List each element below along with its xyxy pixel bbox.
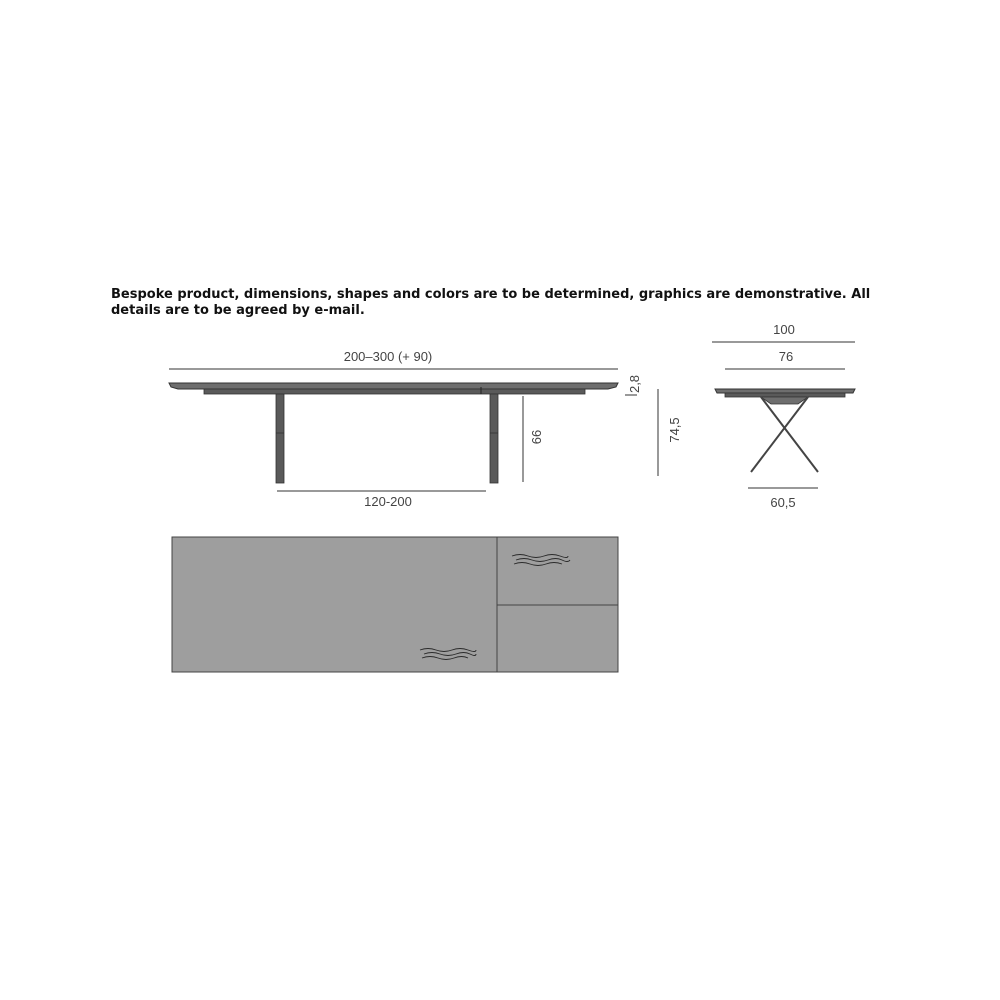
leg-height-label: 66 — [529, 429, 544, 445]
extension-leaf-lower — [497, 605, 618, 672]
left-leg — [276, 394, 284, 483]
right-leg — [490, 394, 498, 483]
total-length-label: 200–300 (+ 90) — [343, 349, 433, 364]
disclaimer-text: Bespoke product, dimensions, shapes and colors are to be determined, graphics are demonstrative. All details are to be agreed by e-mail. — [111, 287, 871, 318]
top-width-label: 100 — [773, 322, 795, 337]
foot-width-label: 60,5 — [770, 495, 796, 510]
table-top-side — [169, 383, 618, 389]
table-apron-end — [725, 393, 845, 397]
table-top-end — [715, 389, 855, 393]
side-view — [169, 349, 682, 509]
frame-width-label: 76 — [778, 349, 794, 364]
cross-leg-a — [761, 397, 818, 472]
extension-leaf-upper — [497, 537, 618, 605]
table-apron-side — [204, 389, 585, 394]
cross-base-bracket — [761, 397, 808, 404]
top-thickness-label: 2,8 — [627, 374, 642, 394]
cross-leg-b — [751, 397, 808, 472]
top-view — [172, 537, 618, 672]
leg-span-label: 120-200 — [364, 494, 412, 509]
end-view — [712, 322, 855, 510]
main-tabletop — [172, 537, 497, 672]
total-height-label: 74,5 — [667, 417, 682, 443]
